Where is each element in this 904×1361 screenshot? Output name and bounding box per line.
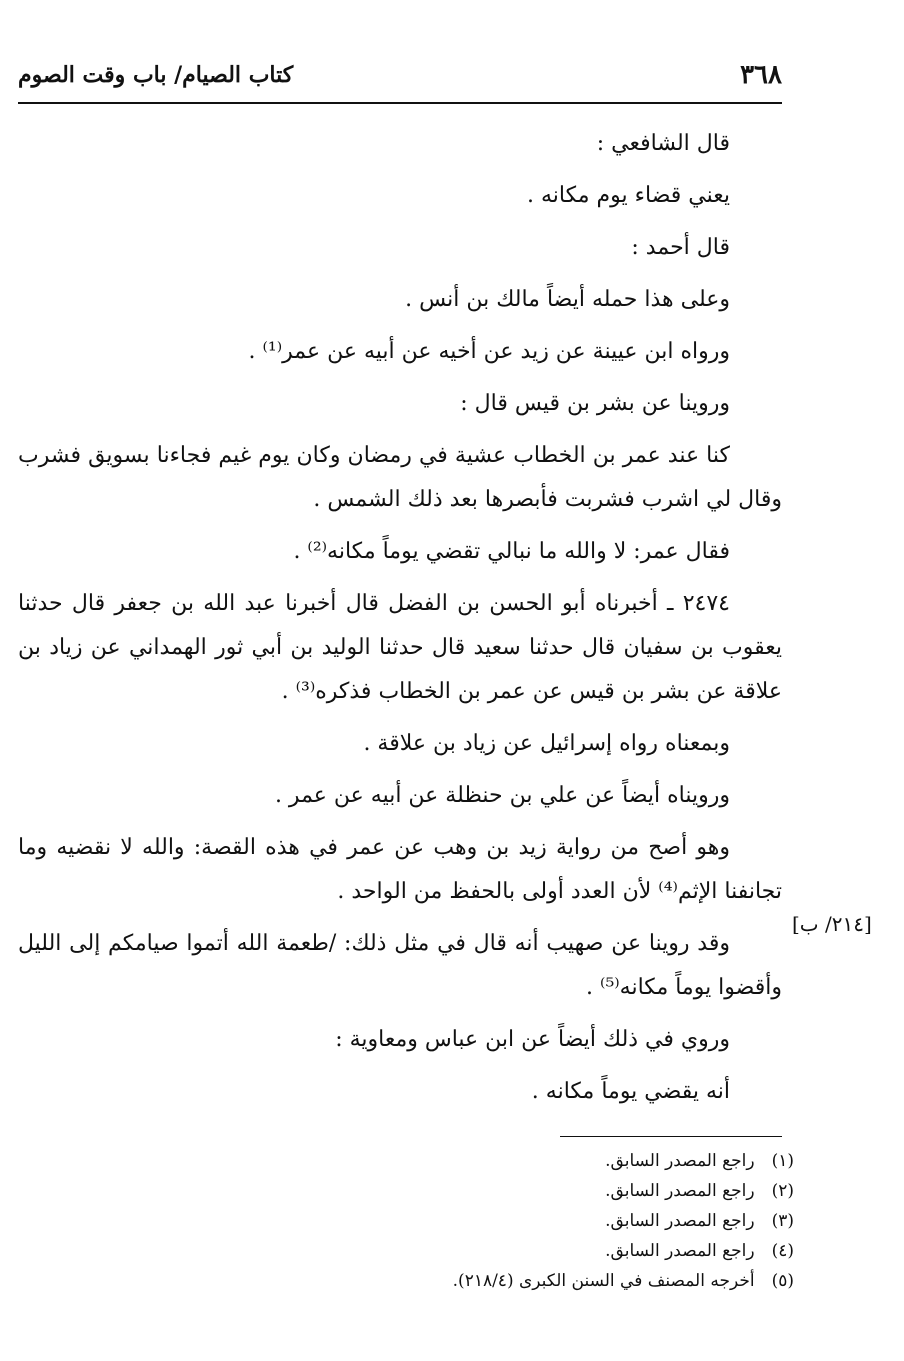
manuscript-folio-note: [٢١٤/ ب] [792,912,872,936]
paragraph: قال الشافعي : [596,131,730,156]
footnote-number: (١) [771,1151,794,1171]
paragraph: فقال عمر: لا والله ما نبالي تقضي يوماً مكانه⁽²⁾ . [293,539,730,564]
paragraph: وهو أصح من رواية زيد بن وهب عن عمر في هذه القصة: والله لا نقضيه وما تجانفنا الإثم⁽⁴⁾ لأن العدد أولى بالحفظ من الواحد . [18,835,782,904]
running-title: كتاب الصيام/ باب وقت الصوم [18,62,294,88]
footnote-text: أخرجه المصنف في السنن الكبرى (٢١٨/٤). [452,1271,755,1291]
footnote-number: (٥) [771,1271,794,1291]
footnote-text: راجع المصدر السابق. [605,1211,755,1231]
footnote [360,1266,794,1296]
paragraph: يعني قضاء يوم مكانه . [527,183,730,208]
footnote [360,1146,794,1176]
paragraph: وروي في ذلك أيضاً عن ابن عباس ومعاوية : [335,1027,730,1052]
hadith-paragraph: ٢٤٧٤ ـ أخبرناه أبو الحسن بن الفضل قال أخبرنا عبد الله بن جعفر قال حدثنا يعقوب بن سفيان قال حدثنا سعيد قال حدثنا الوليد بن أبي ثور الهمداني عن زياد بن علاقة عن بشر بن قيس عن عمر بن الخطاب فذكره⁽³⁾ . [18,591,782,704]
footnote-text: راجع المصدر السابق. [605,1181,755,1201]
footnote-number: (٤) [771,1241,794,1261]
paragraph: وعلى هذا حمله أيضاً مالك بن أنس . [405,287,730,312]
page-number: ٣٦٨ [740,60,782,90]
paragraph: كنا عند عمر بن الخطاب عشية في رمضان وكان يوم غيم فجاءنا بسويق فشرب وقال لي اشرب فشربت فأبصرها بعد ذلك الشمس . [18,443,782,512]
paragraph: ورويناه أيضاً عن علي بن حنظلة عن أبيه عن عمر . [274,783,730,808]
paragraph: وبمعناه رواه إسرائيل عن زياد بن علاقة . [363,731,730,756]
paragraph: ورواه ابن عيينة عن زيد عن أخيه عن أبيه عن عمر⁽¹⁾ . [248,339,730,364]
footnote-text: راجع المصدر السابق. [605,1241,755,1261]
footnote-divider [560,1136,782,1137]
footnote [360,1206,794,1236]
main-text [18,122,782,1122]
page-header [18,52,782,104]
paragraph: وقد روينا عن صهيب أنه قال في مثل ذلك: /طعمة الله أتموا صيامكم إلى الليل وأقضوا يوماً مكانه⁽⁵⁾ . [18,931,782,1000]
footnote-text: راجع المصدر السابق. [605,1151,755,1171]
footnote [360,1236,794,1266]
footnotes [360,1146,794,1296]
footnote-number: (٣) [771,1211,794,1231]
paragraph: وروينا عن بشر بن قيس قال : [460,391,730,416]
paragraph: أنه يقضي يوماً مكانه . [531,1079,730,1104]
footnote-number: (٢) [771,1181,794,1201]
footnote [360,1176,794,1206]
paragraph: قال أحمد : [631,235,730,260]
